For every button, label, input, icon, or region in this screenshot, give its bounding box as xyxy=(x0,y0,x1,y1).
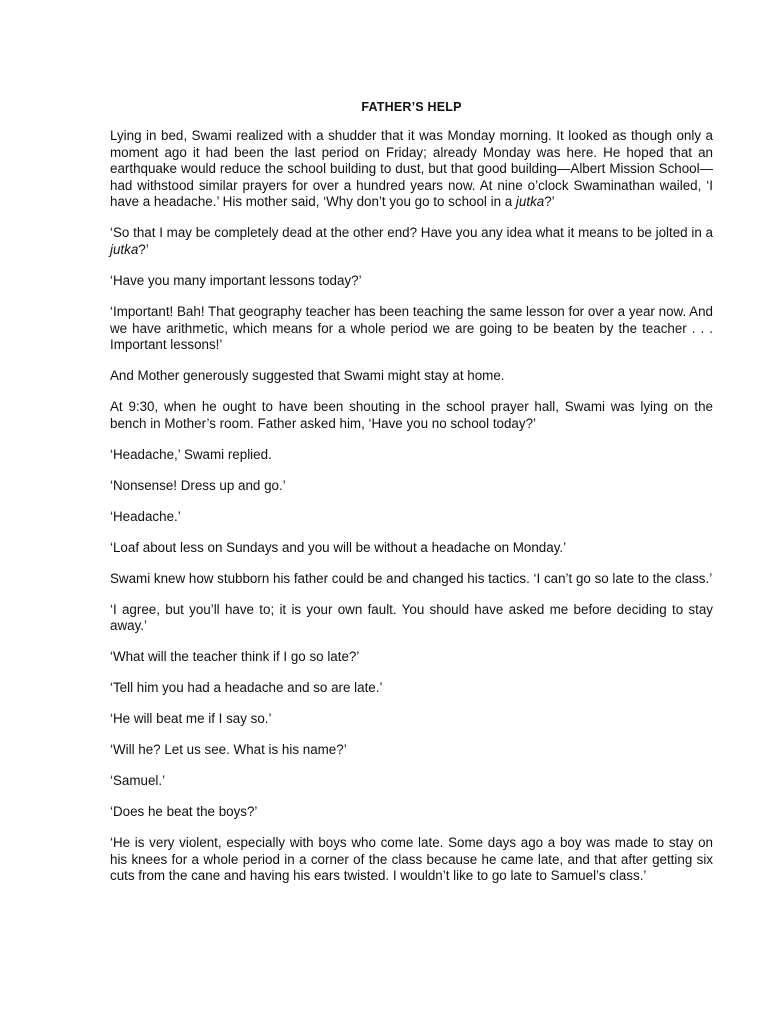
paragraph: ‘Headache.’ xyxy=(110,508,181,524)
document-page xyxy=(110,99,713,899)
paragraph: ‘Important! Bah! That geography teacher has been teaching the same lesson for over a year now. And we have arithmetic, which means for a whole period we are going to be beaten by the teacher . . . Important lessons!’ xyxy=(110,303,713,353)
paragraph: ‘Headache,’ Swami replied. xyxy=(110,446,272,462)
paragraph: ‘I agree, but you’ll have to; it is your own fault. You should have asked me before deciding to stay away.’ xyxy=(110,601,713,634)
paragraph: ‘Samuel.’ xyxy=(110,773,166,789)
document-title: FATHER’S HELP xyxy=(361,100,462,114)
paragraph: ‘Nonsense! Dress up and go.’ xyxy=(110,477,286,493)
paragraph: At 9:30, when he ought to have been shouting in the school prayer hall, Swami was lying on the bench in Mother’s room. Father asked him, ‘Have you no school today?’ xyxy=(110,399,713,431)
paragraph: Lying in bed, Swami realized with a shudder that it was Monday morning. It looked as though only a moment ago it had been the last period on Friday; already Monday was here. He hoped that an earthquake would reduce the school building to dust, but that good building—Albert Mission School—had withstood similar prayers for over a hundred years now. At nine o’clock Swaminathan wailed, ‘I have a headache.’ His mother said, ‘Why don’t you go to school in a jutka?’ xyxy=(110,128,713,210)
paragraph: ‘He is very violent, especially with boys who come late. Some days ago a boy was made to stay on his knees for a whole period in a corner of the class because he came late, and that after getting six cuts from the cane and having his ears twisted. I wouldn’t like to go late to Samuel’s class.’ xyxy=(110,835,713,884)
paragraph: ‘So that I may be completely dead at the other end? Have you any idea what it means to be jolted in a jutka?’ xyxy=(110,225,713,257)
paragraph: Swami knew how stubborn his father could be and changed his tactics. ‘I can’t go so late to the class.’ xyxy=(110,570,713,586)
paragraph: ‘Will he? Let us see. What is his name?’ xyxy=(110,742,347,758)
paragraph: ‘Loaf about less on Sundays and you will be without a headache on Monday.’ xyxy=(110,539,567,555)
paragraph: ‘What will the teacher think if I go so late?’ xyxy=(110,649,360,665)
paragraph: ‘Have you many important lessons today?’ xyxy=(110,272,362,288)
paragraph: ‘He will beat me if I say so.’ xyxy=(110,711,272,727)
paragraph: ‘Tell him you had a headache and so are late.’ xyxy=(110,680,383,696)
paragraph: And Mother generously suggested that Swami might stay at home. xyxy=(110,368,505,384)
paragraph: ‘Does he beat the boys?’ xyxy=(110,804,258,820)
